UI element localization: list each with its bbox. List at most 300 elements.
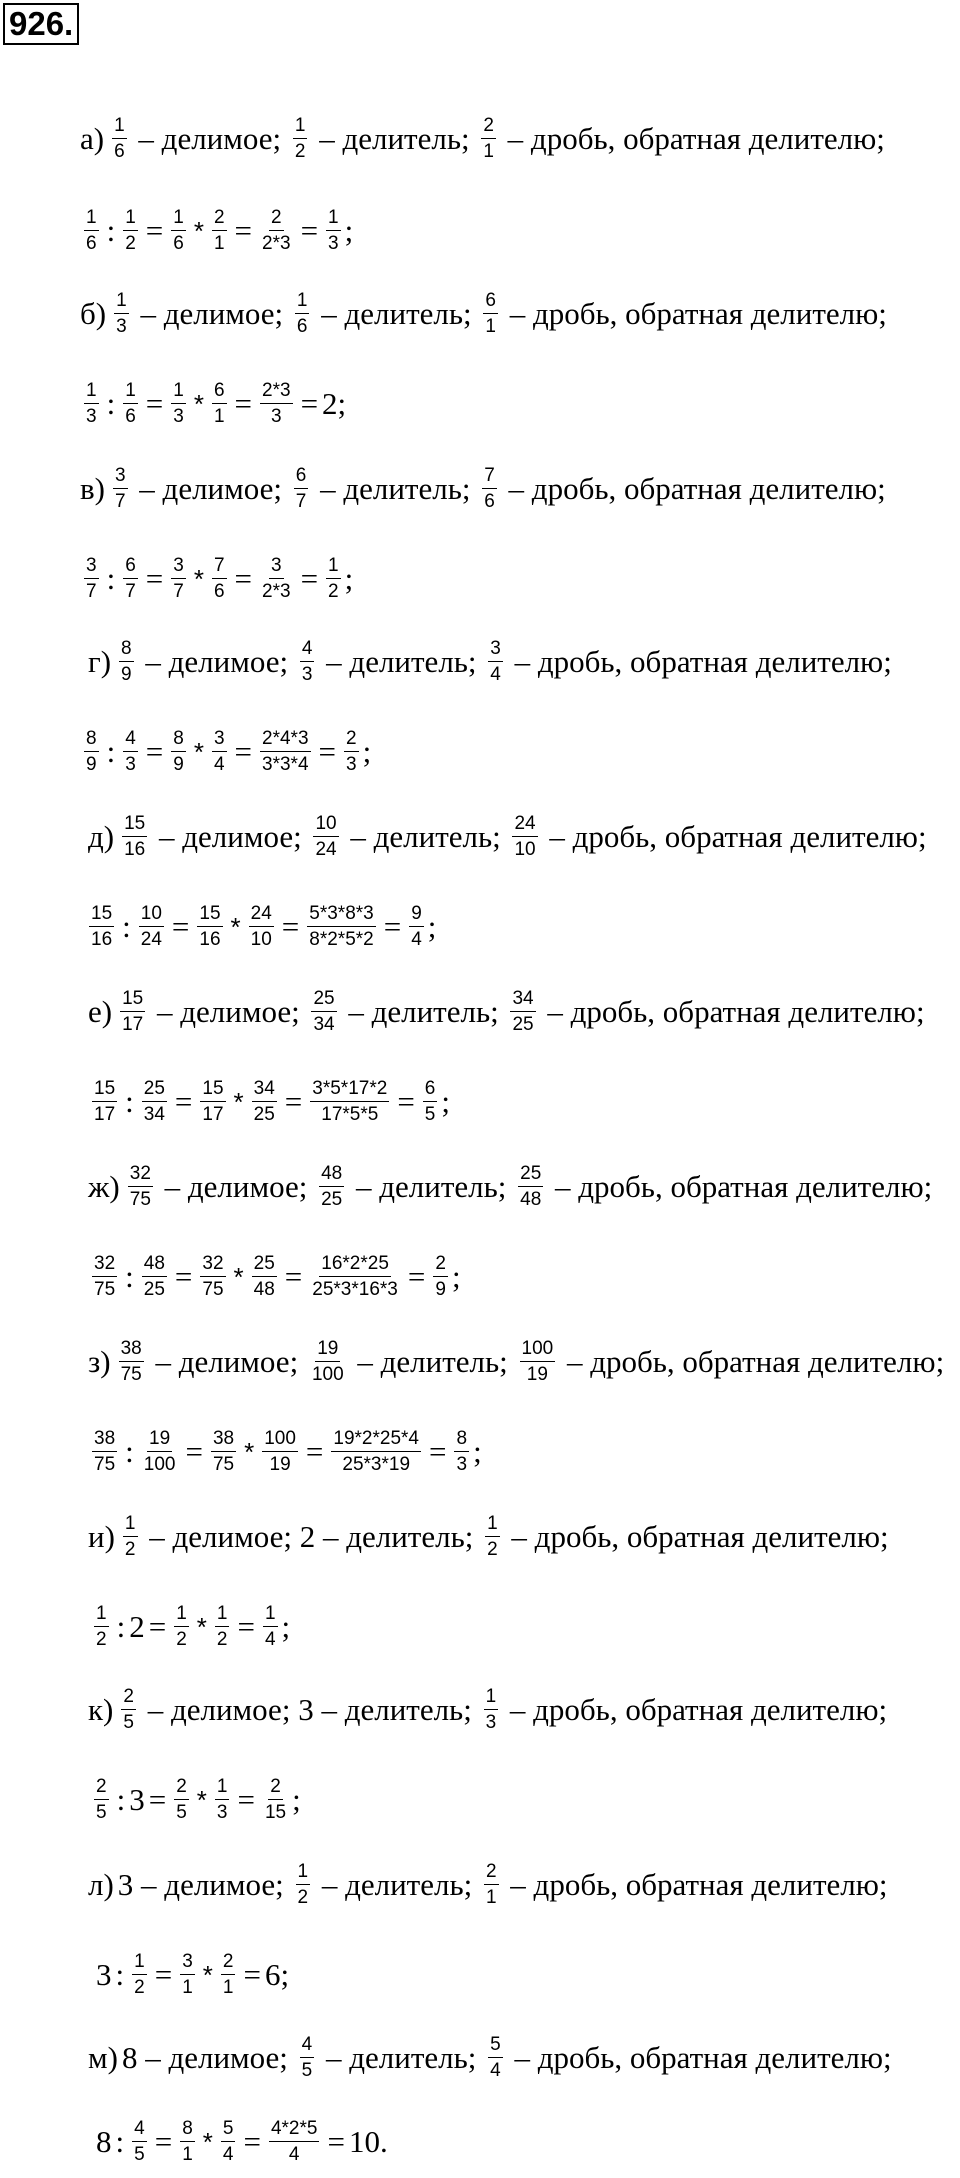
fraction: [200, 1253, 225, 1301]
operator: =: [237, 1609, 255, 1645]
operator: =: [145, 561, 164, 597]
reciprocal-word: – дробь, обратная делителю;: [502, 1692, 888, 1728]
numerator: 5*3*8*3: [307, 903, 375, 927]
denominator: 17: [94, 1104, 116, 1126]
dividend-word: – делимое;: [149, 994, 308, 1030]
numerator: 2: [94, 1776, 109, 1800]
denominator: 3: [456, 1454, 468, 1476]
reciprocal-word: – дробь, обратная делителю;: [499, 121, 885, 157]
numerator: 8: [180, 2118, 195, 2142]
fraction: [260, 207, 293, 255]
numerator: 1: [114, 290, 129, 314]
operator: =: [145, 213, 164, 249]
dividend-value: 8: [121, 2040, 138, 2076]
denominator: 15: [264, 1802, 287, 1824]
numerator: 2: [221, 1951, 236, 1975]
operator: =: [327, 2124, 345, 2160]
dividend-value: [120, 988, 145, 1036]
numerator: 10: [313, 813, 338, 837]
numerator: 7: [482, 465, 497, 489]
fraction: [92, 1253, 117, 1301]
item-letter: ж): [88, 1169, 120, 1205]
numerator: 25: [252, 1253, 277, 1277]
denominator: 75: [120, 1364, 142, 1386]
operator: *: [193, 563, 204, 594]
dividend-value: [119, 1338, 144, 1386]
fraction: [84, 728, 99, 776]
numerator: 2: [268, 1776, 283, 1800]
divisor-word: – делитель;: [348, 1169, 515, 1205]
operator: =: [234, 734, 253, 770]
fraction: [94, 1603, 109, 1651]
denominator: 4: [411, 929, 422, 951]
dividend-word: – делимое;: [130, 121, 289, 157]
denominator: 16: [199, 929, 221, 951]
numerator: 48: [319, 1163, 344, 1187]
fraction: [92, 1428, 117, 1476]
denominator: 5: [176, 1802, 187, 1824]
operator: :: [122, 909, 131, 945]
denominator: 25: [321, 1189, 343, 1211]
fraction: [171, 728, 186, 776]
reciprocal-word: – дробь, обратная делителю;: [539, 994, 925, 1030]
fraction: [433, 1253, 448, 1301]
numerator: 1: [171, 380, 186, 404]
operator: *: [244, 1436, 255, 1467]
statement-line: [88, 813, 927, 861]
fraction: [263, 1603, 278, 1651]
denominator: 1: [182, 1977, 193, 1999]
denominator: 16: [124, 839, 146, 861]
denominator: 5: [96, 1802, 107, 1824]
divisor-word: – делитель;: [312, 471, 479, 507]
fraction: [409, 903, 424, 951]
item-letter: к): [88, 1692, 114, 1728]
operator: :: [106, 213, 116, 249]
operator: :: [125, 1259, 134, 1295]
calc-text: ;: [427, 909, 437, 945]
numerator: 19*2*25*4: [331, 1428, 421, 1452]
operator: =: [174, 1259, 193, 1295]
fraction: [269, 2118, 320, 2166]
numerator: 3*5*17*2: [310, 1078, 389, 1102]
denominator: 9: [173, 754, 184, 776]
fraction: [310, 1253, 400, 1301]
numerator: 1: [132, 1951, 147, 1975]
reciprocal-word: – дробь, обратная делителю;: [500, 471, 886, 507]
numerator: 4: [132, 2118, 147, 2142]
fraction: [142, 1428, 178, 1476]
denominator: 6: [213, 581, 225, 603]
operator: =: [284, 1259, 303, 1295]
denominator: 3: [485, 1712, 497, 1734]
statement-line: [88, 1513, 889, 1561]
operator: *: [202, 2126, 213, 2157]
denominator: 6: [173, 233, 184, 255]
operator: =: [171, 909, 190, 945]
denominator: 6: [484, 491, 495, 513]
numerator: 4*2*5: [269, 2118, 320, 2142]
numerator: 1: [296, 1861, 311, 1885]
numerator: 1: [123, 1513, 138, 1537]
fraction: [221, 2118, 236, 2166]
numerator: 3: [212, 728, 227, 752]
fraction: [123, 207, 138, 255]
dividend-word: – делимое;: [147, 1344, 306, 1380]
fraction: [252, 1078, 277, 1126]
denominator: 17: [122, 1014, 144, 1036]
dividend-word: – делимое;: [156, 1169, 316, 1205]
denominator: 1: [213, 406, 225, 428]
numerator: 2: [481, 115, 496, 139]
denominator: 4: [490, 664, 501, 686]
fraction: [260, 380, 293, 428]
operator: =: [154, 1957, 173, 1993]
numerator: 3: [113, 465, 128, 489]
denominator: 2: [134, 1977, 145, 1999]
fraction: [197, 903, 222, 951]
calculation-line: [80, 207, 353, 255]
denominator: 2: [297, 1887, 309, 1909]
dividend-word: – делимое;: [132, 296, 291, 332]
denominator: 17: [202, 1104, 224, 1126]
numerator: 100: [520, 1338, 556, 1362]
numerator: 2: [174, 1776, 189, 1800]
calculation-line: [90, 1776, 301, 1824]
numerator: 2: [121, 1686, 136, 1710]
fraction: [423, 1078, 438, 1126]
numerator: 1: [123, 207, 138, 231]
statement-line: [80, 115, 885, 163]
item-letter: д): [88, 819, 115, 855]
reciprocal-word: – дробь, обратная делителю;: [506, 644, 892, 680]
numerator: 32: [128, 1163, 153, 1187]
dividend-word: – делимое;: [137, 644, 296, 680]
denominator: 2*3: [262, 581, 291, 603]
numerator: 15: [92, 1078, 117, 1102]
item-letter: е): [88, 994, 113, 1030]
denominator: 3: [301, 664, 313, 686]
denominator: 10: [250, 929, 272, 951]
numerator: 8: [171, 728, 186, 752]
numerator: 38: [211, 1428, 236, 1452]
divisor-value: 2: [299, 1519, 316, 1555]
operator: *: [233, 1086, 244, 1117]
fraction: [174, 1776, 189, 1824]
calc-text: ;: [281, 1609, 291, 1645]
operator: *: [193, 736, 204, 767]
reciprocal-word: – дробь, обратная делителю;: [502, 1867, 888, 1903]
operator: =: [145, 734, 164, 770]
reciprocal-value: [520, 1338, 556, 1386]
numerator: 1: [326, 207, 341, 231]
denominator: 2: [294, 141, 306, 163]
operator: =: [234, 213, 253, 249]
statement-line: [88, 1163, 932, 1211]
calculation-line: [96, 1951, 289, 1999]
numerator: 15: [120, 988, 145, 1012]
reciprocal-word: – дробь, обратная делителю;: [506, 2040, 892, 2076]
denominator: 10: [514, 839, 536, 861]
numerator: 8: [119, 638, 134, 662]
numerator: 4: [300, 638, 315, 662]
numerator: 10: [139, 903, 164, 927]
numerator: 1: [263, 1603, 278, 1627]
fraction: [171, 207, 186, 255]
dividend-value: 3: [117, 1867, 134, 1903]
fraction: [249, 903, 274, 951]
statement-line: [88, 1861, 888, 1909]
fraction: [212, 380, 227, 428]
fraction: [331, 1428, 421, 1476]
fraction: [123, 728, 138, 776]
operator: :: [106, 561, 116, 597]
calculation-line: [85, 903, 436, 951]
calc-text: 6;: [264, 1957, 290, 1993]
numerator: 24: [249, 903, 274, 927]
dividend-value: [128, 1163, 153, 1211]
numerator: 2*3: [260, 380, 293, 404]
operator: =: [154, 2124, 173, 2160]
calc-text: ;: [344, 213, 354, 249]
denominator: 75: [94, 1454, 116, 1476]
numerator: 38: [92, 1428, 117, 1452]
fraction: [94, 1776, 109, 1824]
operator: *: [193, 215, 204, 246]
reciprocal-value: [488, 638, 503, 686]
denominator: 4: [213, 754, 225, 776]
numerator: 5: [488, 2034, 503, 2058]
statement-line: [80, 290, 887, 338]
dividend-word: – делимое;: [139, 1692, 299, 1728]
operator: =: [305, 1434, 324, 1470]
denominator: 19: [269, 1454, 291, 1476]
numerator: 7: [212, 555, 227, 579]
reciprocal-value: [488, 2034, 503, 2082]
operator: =: [148, 1609, 167, 1645]
numerator: 8: [84, 728, 99, 752]
operator: *: [193, 388, 204, 419]
divisor-value: [294, 465, 309, 513]
divisor-word: – делитель;: [314, 1867, 480, 1903]
denominator: 2: [125, 233, 136, 255]
denominator: 6: [296, 316, 308, 338]
numerator: 6: [423, 1078, 438, 1102]
denominator: 1: [222, 1977, 234, 1999]
numerator: 3: [269, 555, 284, 579]
operator: =: [145, 386, 164, 422]
divisor-value: [300, 2034, 315, 2082]
numerator: 15: [89, 903, 114, 927]
reciprocal-word: – дробь, обратная делителю;: [547, 1169, 933, 1205]
denominator: 1: [213, 233, 225, 255]
divisor-value: [293, 115, 308, 163]
fraction: [180, 1951, 195, 1999]
numerator: 34: [252, 1078, 277, 1102]
statement-line: [88, 1338, 944, 1386]
dividend-value: [112, 115, 127, 163]
denominator: 3: [116, 316, 127, 338]
statement-line: [80, 465, 886, 513]
fraction: [307, 903, 375, 951]
reciprocal-word: – дробь, обратная делителю;: [501, 296, 887, 332]
dividend-value: [121, 1686, 136, 1734]
calc-text: ;: [473, 1434, 482, 1470]
denominator: 5: [134, 2144, 145, 2166]
numerator: 1: [84, 207, 99, 231]
denominator: 3: [328, 233, 339, 255]
numerator: 1: [293, 115, 308, 139]
denominator: 4: [264, 1629, 276, 1651]
operator: =: [429, 1434, 447, 1470]
numerator: 2: [269, 207, 284, 231]
fraction: [84, 207, 99, 255]
fraction: [263, 1776, 288, 1824]
numerator: 15: [122, 813, 147, 837]
fraction: [142, 1253, 167, 1301]
calculation-line: [80, 555, 353, 603]
denominator: 3: [125, 754, 136, 776]
operator: =: [174, 1084, 193, 1120]
operator: :: [116, 1609, 126, 1645]
statement-line: [88, 2034, 892, 2082]
fraction: [212, 207, 227, 255]
operator: :: [106, 734, 116, 770]
calc-text: ;: [441, 1084, 450, 1120]
divisor-value: [296, 1861, 311, 1909]
divisor-value: 3: [298, 1692, 314, 1728]
denominator: 8*2*5*2: [309, 929, 374, 951]
calc-text: 2: [129, 1609, 145, 1645]
divisor-word: – делитель;: [318, 644, 485, 680]
item-letter: г): [88, 644, 112, 680]
dividend-value: [122, 813, 147, 861]
numerator: 6: [212, 380, 227, 404]
fraction: [215, 1776, 230, 1824]
denominator: 7: [173, 581, 184, 603]
operator: =: [383, 909, 402, 945]
numerator: 32: [200, 1253, 225, 1277]
divisor-word: – делитель;: [311, 121, 478, 157]
numerator: 6: [123, 555, 138, 579]
divisor-word: – делитель;: [315, 1519, 482, 1555]
dividend-word: – делимое;: [151, 819, 310, 855]
numerator: 2: [484, 1861, 499, 1885]
denominator: 34: [313, 1014, 335, 1036]
denominator: 2: [96, 1629, 107, 1651]
item-letter: в): [80, 471, 105, 507]
item-letter: з): [88, 1344, 111, 1380]
fraction: [180, 2118, 195, 2166]
operator: =: [281, 909, 300, 945]
reciprocal-word: – дробь, обратная делителю;: [503, 1519, 889, 1555]
numerator: 2: [344, 728, 359, 752]
denominator: 34: [143, 1104, 165, 1126]
divisor-value: [313, 813, 338, 861]
operator: =: [185, 1434, 203, 1470]
statement-line: [88, 638, 892, 686]
fraction: [215, 1603, 230, 1651]
denominator: 4: [288, 2144, 300, 2166]
numerator: 1: [84, 380, 99, 404]
operator: :: [125, 1434, 134, 1470]
divisor-value: [319, 1163, 344, 1211]
operator: =: [407, 1259, 426, 1295]
statement-line: [88, 1686, 887, 1734]
denominator: 3: [86, 406, 97, 428]
denominator: 7: [114, 491, 126, 513]
denominator: 3*3*4: [262, 754, 309, 776]
denominator: 24: [140, 929, 162, 951]
fraction: [92, 1078, 117, 1126]
fraction: [84, 380, 99, 428]
reciprocal-value: [484, 1686, 499, 1734]
item-letter: л): [88, 1867, 114, 1903]
operator: :: [106, 386, 116, 422]
item-letter: а): [80, 121, 105, 157]
fraction: [310, 1078, 389, 1126]
numerator: 2: [212, 207, 227, 231]
denominator: 25: [143, 1279, 165, 1301]
numerator: 1: [171, 207, 186, 231]
denominator: 48: [520, 1189, 542, 1211]
reciprocal-value: [483, 290, 498, 338]
fraction: [262, 1428, 298, 1476]
numerator: 1: [94, 1603, 109, 1627]
operator: =: [243, 2124, 261, 2160]
numerator: 6: [483, 290, 498, 314]
numerator: 3: [180, 1951, 195, 1975]
fraction: [123, 555, 138, 603]
fraction: [260, 728, 311, 776]
denominator: 2: [216, 1629, 228, 1651]
denominator: 48: [253, 1279, 275, 1301]
statement-line: [88, 988, 925, 1036]
fraction: [211, 1428, 236, 1476]
item-letter: б): [80, 296, 107, 332]
dividend-word: – делимое;: [133, 1867, 292, 1903]
numerator: 100: [262, 1428, 298, 1452]
calc-text: 3: [96, 1957, 112, 1993]
calc-text: 2;: [322, 386, 347, 422]
numerator: 15: [197, 903, 222, 927]
denominator: 1: [483, 141, 494, 163]
calc-text: ;: [451, 1259, 461, 1295]
operator: =: [397, 1084, 415, 1120]
numerator: 34: [510, 988, 535, 1012]
operator: :: [115, 1957, 125, 1993]
fraction: [132, 2118, 147, 2166]
denominator: 25: [253, 1104, 275, 1126]
denominator: 6: [125, 406, 136, 428]
denominator: 25*3*16*3: [312, 1279, 398, 1301]
numerator: 4: [123, 728, 138, 752]
denominator: 25*3*19: [342, 1454, 411, 1476]
operator: :: [125, 1084, 134, 1120]
denominator: 4: [222, 2144, 234, 2166]
denominator: 75: [202, 1279, 224, 1301]
reciprocal-value: [481, 115, 496, 163]
calculation-line: [88, 1253, 461, 1301]
denominator: 3: [271, 406, 282, 428]
denominator: 6: [114, 141, 125, 163]
fraction: [171, 380, 186, 428]
fraction: [174, 1603, 189, 1651]
divisor-value: [311, 988, 336, 1036]
denominator: 25: [512, 1014, 534, 1036]
numerator: 9: [409, 903, 424, 927]
numerator: 1: [485, 1513, 500, 1537]
